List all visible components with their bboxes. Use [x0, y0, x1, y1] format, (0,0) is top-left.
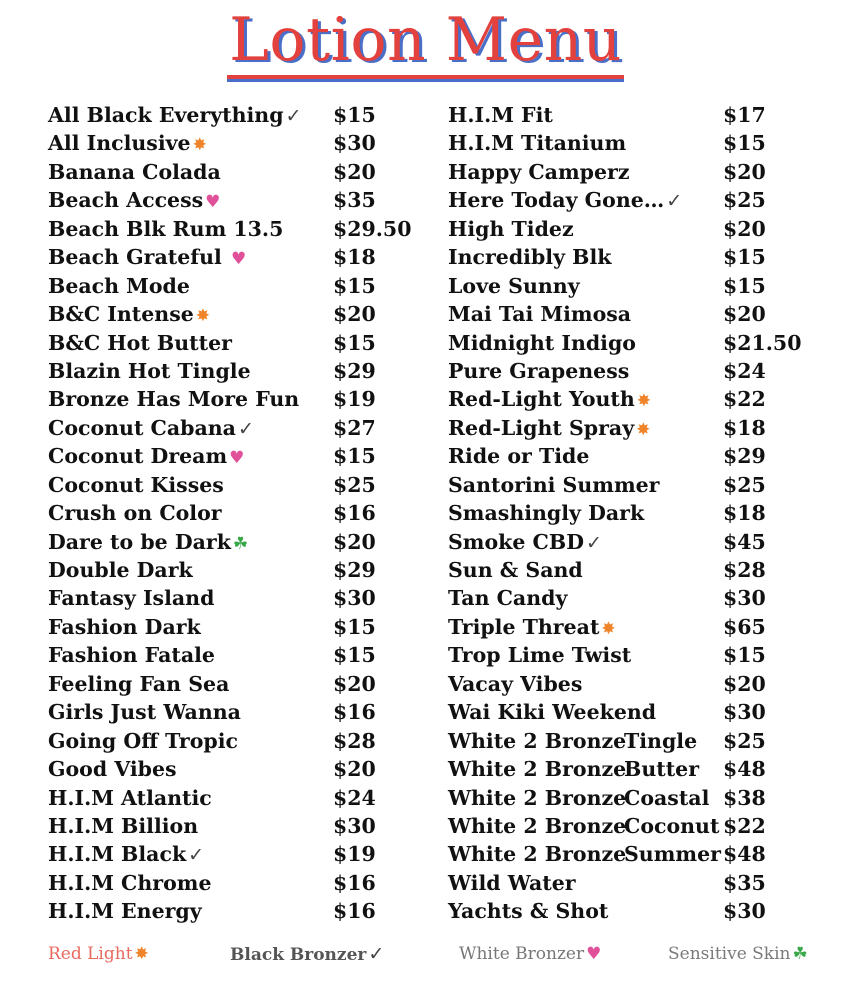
- item-name: Feeling Fan Sea: [48, 671, 230, 696]
- menu-item: [48, 641, 428, 669]
- menu-item: [48, 129, 428, 157]
- item-name: Bronze Has More Fun: [48, 387, 300, 412]
- item-name: Fantasy Island: [48, 586, 215, 611]
- menu-item: [448, 158, 848, 186]
- burst-icon: ✸: [192, 135, 207, 156]
- item-price: $15: [333, 273, 376, 298]
- menu-item: [448, 186, 848, 214]
- item-price: $15: [333, 103, 376, 127]
- item-price: $29: [723, 444, 766, 469]
- item-name: Red-Light Youth ✸: [448, 387, 652, 412]
- item-price: $15: [723, 643, 766, 668]
- item-price: $30: [333, 586, 376, 611]
- heart-icon: ♥: [586, 944, 602, 964]
- item-price: $16: [333, 899, 376, 924]
- item-price: $20: [723, 302, 766, 327]
- menu-item: [48, 101, 428, 129]
- menu-item: [448, 528, 848, 556]
- item-name: Coconut Dream ♥: [48, 444, 245, 469]
- menu-item: [448, 698, 848, 726]
- menu-item: [448, 670, 848, 698]
- item-price: $30: [723, 700, 766, 725]
- item-name: H.I.M Billion: [48, 813, 199, 838]
- legend-item: [48, 940, 149, 968]
- burst-icon: ✸: [195, 306, 211, 327]
- menu-item: [448, 641, 848, 669]
- item-price: $22: [723, 813, 766, 838]
- item-price: $30: [723, 899, 766, 924]
- item-variant: Coastal: [624, 785, 710, 810]
- item-name: Smoke CBD ✓: [448, 529, 602, 554]
- burst-icon: ✸: [636, 419, 651, 440]
- item-price: $35: [723, 870, 766, 895]
- item-price: $25: [723, 728, 766, 753]
- item-name: High Tidez: [448, 216, 574, 241]
- item-price: $15: [333, 330, 376, 355]
- menu-item: [48, 584, 428, 612]
- menu-item: [448, 727, 848, 755]
- item-name: H.I.M Chrome: [48, 870, 212, 895]
- item-name: All Black Everything ✓: [48, 103, 302, 127]
- item-price: $48: [723, 757, 766, 782]
- item-variant: Coconut: [624, 813, 720, 838]
- item-price: $15: [333, 444, 376, 469]
- menu-item: [48, 556, 428, 584]
- heart-icon: ♥: [205, 192, 221, 213]
- item-name: Banana Colada: [48, 159, 221, 184]
- left-column: [48, 101, 428, 926]
- menu-item: [48, 755, 428, 783]
- checkmark-icon: ✓: [585, 531, 602, 554]
- item-name: Fashion Fatale: [48, 643, 215, 668]
- menu-item: [448, 101, 848, 129]
- item-name: Santorini Summer: [448, 472, 660, 497]
- item-name: White 2 Bronze: [448, 757, 627, 782]
- menu-item: [48, 243, 428, 271]
- item-name: Triple Threat ✸: [448, 614, 616, 639]
- menu-item: [448, 300, 848, 328]
- item-price: $25: [723, 188, 766, 213]
- legend-label: Sensitive Skin: [668, 944, 791, 964]
- heart-icon: ♥: [229, 448, 245, 469]
- item-name: Going Off Tropic: [48, 728, 239, 753]
- item-name: Happy Camperz: [448, 159, 630, 184]
- clover-icon: ☘: [232, 533, 249, 554]
- legend-label: White Bronzer: [459, 944, 585, 964]
- item-price: $27: [333, 415, 376, 440]
- menu-item: [48, 215, 428, 243]
- item-name: Girls Just Wanna: [48, 700, 241, 725]
- checkmark-icon: ✓: [188, 844, 205, 867]
- item-price: $38: [723, 785, 766, 810]
- menu-item: [448, 613, 848, 641]
- item-price: $19: [333, 387, 376, 412]
- item-name: Coconut Cabana ✓: [48, 415, 254, 440]
- clover-icon: ☘: [792, 944, 808, 964]
- menu-item: [48, 158, 428, 186]
- checkmark-icon: ✓: [368, 943, 385, 965]
- item-price: $16: [333, 501, 376, 526]
- item-name: Sun & Sand: [448, 558, 583, 582]
- menu-item: [448, 840, 848, 868]
- menu-item: [448, 385, 848, 413]
- item-price: $24: [723, 358, 766, 383]
- item-name: H.I.M Atlantic: [48, 785, 212, 810]
- item-price: $35: [333, 188, 376, 213]
- item-price: $22: [723, 387, 766, 412]
- item-name: B&C Hot Butter: [48, 330, 232, 355]
- item-name: H.I.M Titanium: [448, 131, 627, 156]
- item-name: Good Vibes: [48, 757, 177, 782]
- menu-item: [448, 499, 848, 527]
- item-name: Love Sunny: [448, 273, 580, 298]
- legend-item: [668, 940, 808, 968]
- item-price: $15: [333, 614, 376, 639]
- heart-icon: ♥: [230, 249, 247, 270]
- item-price: $30: [723, 586, 766, 611]
- item-price: $29: [333, 358, 376, 383]
- item-price: $45: [723, 529, 766, 554]
- menu-title: [0, 2, 851, 78]
- item-price: $16: [333, 700, 376, 725]
- legend-label: Red Light: [48, 944, 133, 964]
- item-price: $15: [723, 273, 766, 298]
- item-name: Double Dark: [48, 558, 193, 582]
- item-name: Beach Grateful ♥: [48, 245, 247, 270]
- menu-item: [48, 670, 428, 698]
- menu-item: [48, 499, 428, 527]
- item-price: $65: [723, 614, 766, 639]
- item-name: Midnight Indigo: [448, 330, 636, 355]
- item-price: $20: [333, 529, 376, 554]
- menu-item: [48, 329, 428, 357]
- right-column: [448, 101, 848, 926]
- menu-item: [448, 812, 848, 840]
- menu-item: [448, 414, 848, 442]
- item-variant: Tingle: [624, 728, 698, 753]
- item-name: All Inclusive ✸: [48, 131, 207, 156]
- item-name: Beach Access ♥: [48, 188, 221, 213]
- item-name: Trop Lime Twist: [448, 643, 632, 668]
- item-price: $20: [723, 671, 766, 696]
- burst-icon: ✸: [636, 391, 652, 412]
- menu-item: [448, 272, 848, 300]
- item-price: $28: [333, 728, 376, 753]
- menu-item: [448, 442, 848, 470]
- item-variant: Butter: [624, 757, 700, 782]
- item-name: Blazin Hot Tingle: [48, 358, 251, 383]
- menu-item: [48, 613, 428, 641]
- menu-item: [48, 442, 428, 470]
- menu-item: [448, 556, 848, 584]
- item-price: $29: [333, 558, 376, 582]
- item-name: Pure Grapeness: [448, 358, 630, 383]
- item-price: $25: [333, 472, 376, 497]
- menu-item: [48, 414, 428, 442]
- menu-item: [48, 698, 428, 726]
- item-name: Beach Blk Rum 13.5: [48, 216, 284, 241]
- item-name: H.I.M Energy: [48, 899, 202, 924]
- item-name: White 2 Bronze: [448, 785, 627, 810]
- item-name: Here Today Gone… ✓: [448, 188, 683, 213]
- item-price: $48: [723, 842, 766, 867]
- menu-item: [48, 385, 428, 413]
- item-price: $17: [723, 103, 766, 127]
- item-name: Beach Mode: [48, 273, 190, 298]
- item-price: $20: [723, 216, 766, 241]
- item-price: $15: [723, 131, 766, 156]
- menu-item: [448, 357, 848, 385]
- menu-item: [48, 869, 428, 897]
- item-price: $20: [333, 159, 376, 184]
- item-name: Yachts & Shot: [448, 899, 609, 924]
- checkmark-icon: ✓: [666, 190, 683, 213]
- menu-item: [448, 129, 848, 157]
- item-price: $30: [333, 813, 376, 838]
- burst-icon: ✸: [601, 618, 616, 639]
- menu-item: [48, 784, 428, 812]
- menu-item: [48, 897, 428, 925]
- menu-item: [48, 300, 428, 328]
- item-price: $15: [333, 643, 376, 668]
- item-price: $16: [333, 870, 376, 895]
- item-variant: Summer: [624, 842, 721, 867]
- menu-item: [48, 812, 428, 840]
- legend-label: Black Bronzer: [230, 945, 367, 965]
- item-name: White 2 Bronze: [448, 842, 627, 867]
- menu-item: [448, 215, 848, 243]
- menu-item: [48, 272, 428, 300]
- checkmark-icon: ✓: [237, 417, 254, 440]
- item-name: Smashingly Dark: [448, 501, 645, 526]
- item-price: $20: [333, 757, 376, 782]
- menu-item: [448, 329, 848, 357]
- menu-title-text: Lotion Menu: [227, 5, 624, 79]
- menu-item: [448, 784, 848, 812]
- item-price: $29.50: [333, 216, 412, 241]
- checkmark-icon: ✓: [285, 105, 302, 127]
- item-price: $19: [333, 842, 376, 867]
- menu-item: [48, 727, 428, 755]
- item-price: $30: [333, 131, 376, 156]
- item-price: $28: [723, 558, 766, 582]
- menu-item: [48, 186, 428, 214]
- item-name: Incredibly Blk: [448, 245, 612, 270]
- item-price: $18: [723, 415, 766, 440]
- item-name: Red-Light Spray ✸: [448, 415, 651, 440]
- menu-item: [48, 471, 428, 499]
- item-price: $15: [723, 245, 766, 270]
- item-name: Wild Water: [448, 870, 576, 895]
- menu-item: [48, 840, 428, 868]
- burst-icon: ✸: [134, 944, 149, 964]
- item-name: White 2 Bronze: [448, 728, 627, 753]
- menu-item: [48, 528, 428, 556]
- menu-item: [448, 897, 848, 925]
- item-price: $20: [723, 159, 766, 184]
- item-name: Wai Kiki Weekend: [448, 700, 657, 725]
- menu-item: [48, 357, 428, 385]
- menu-item: [448, 869, 848, 897]
- item-price: $21.50: [723, 330, 802, 355]
- item-name: B&C Intense ✸: [48, 302, 211, 327]
- item-price: $24: [333, 785, 376, 810]
- item-price: $20: [333, 302, 376, 327]
- item-name: Coconut Kisses: [48, 472, 224, 497]
- item-price: $25: [723, 472, 766, 497]
- item-name: Mai Tai Mimosa: [448, 302, 632, 327]
- menu-item: [448, 243, 848, 271]
- menu-item: [448, 471, 848, 499]
- legend-item: [459, 940, 601, 968]
- item-price: $18: [723, 501, 766, 526]
- item-name: Dare to be Dark ☘: [48, 529, 249, 554]
- item-name: Fashion Dark: [48, 614, 201, 639]
- menu-item: [448, 755, 848, 783]
- item-name: Tan Candy: [448, 586, 568, 611]
- item-name: Ride or Tide: [448, 444, 590, 469]
- item-name: Vacay Vibes: [448, 671, 583, 696]
- menu-item: [448, 584, 848, 612]
- item-name: H.I.M Black ✓: [48, 842, 205, 867]
- item-price: $18: [333, 245, 376, 270]
- item-name: Crush on Color: [48, 501, 222, 526]
- item-name: H.I.M Fit: [448, 103, 553, 127]
- item-price: $20: [333, 671, 376, 696]
- item-name: White 2 Bronze: [448, 813, 627, 838]
- legend-item: [230, 940, 384, 968]
